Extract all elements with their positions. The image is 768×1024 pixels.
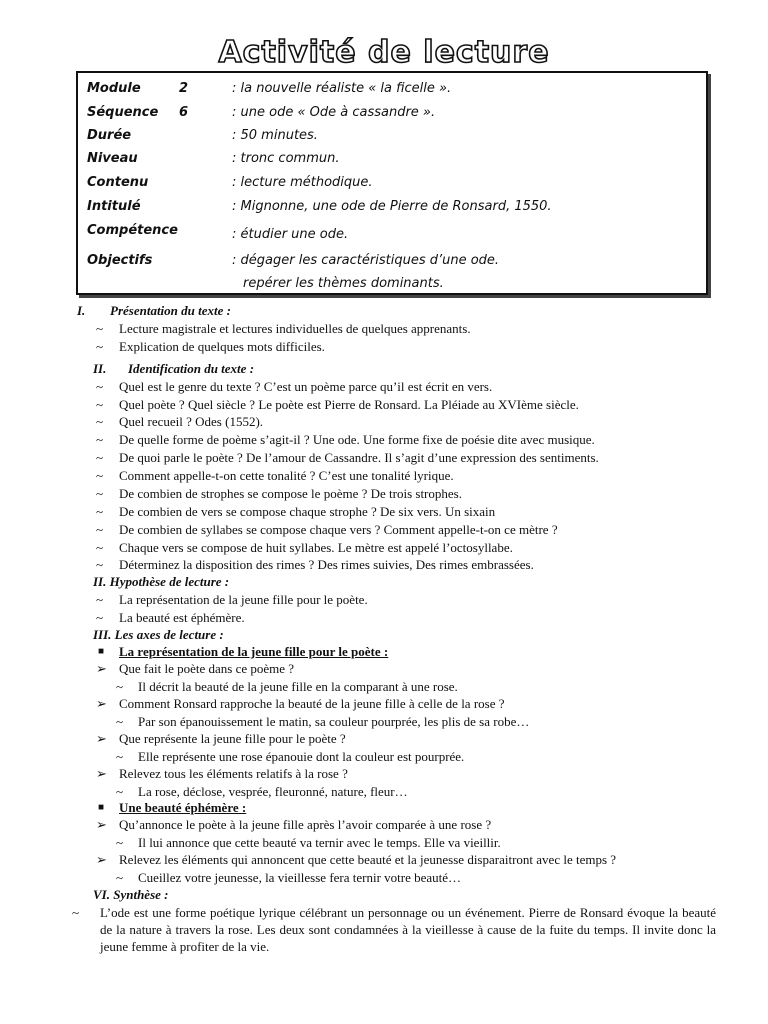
section-title-axes: III. Les axes de lecture : bbox=[93, 627, 224, 642]
list-item: La beauté est éphémère. bbox=[119, 610, 245, 625]
list-item: La représentation de la jeune fille pour le poète. bbox=[119, 592, 368, 607]
square-bullet: ■ bbox=[98, 802, 105, 813]
page-title: Activité de lecture bbox=[218, 35, 550, 70]
question: Que représente la jeune fille pour le poète ? bbox=[119, 731, 346, 746]
info-row-module bbox=[87, 78, 700, 100]
info-box bbox=[76, 71, 708, 295]
info-label: Compétence bbox=[87, 223, 178, 238]
section-title-identification: Identification du texte : bbox=[128, 361, 255, 376]
list-item: Quel est le genre du texte ? C’est un poème parce qu’il est écrit en vers. bbox=[119, 379, 493, 394]
section-title-presentation: Présentation du texte : bbox=[110, 303, 231, 318]
info-label: Niveau bbox=[87, 151, 138, 166]
list-item: Quel recueil ? Odes (1552). bbox=[119, 414, 264, 429]
tilde-bullet: ~ bbox=[96, 610, 104, 625]
info-value: : la nouvelle réaliste « la ficelle ». bbox=[232, 81, 452, 96]
info-value: : une ode « Ode à cassandre ». bbox=[232, 105, 436, 120]
info-number: 6 bbox=[179, 105, 189, 120]
arrow-bullet: ➢ bbox=[96, 661, 107, 676]
answer: Elle représente une rose épanouie dont la couleur est pourprée. bbox=[138, 749, 465, 764]
axe-title-representation: La représentation de la jeune fille pour le poète : bbox=[119, 644, 389, 659]
list-item: De combien de vers se compose chaque strophe ? De six vers. Un sixain bbox=[119, 504, 496, 519]
section-title-synthese: VI. Synthèse : bbox=[93, 887, 169, 902]
tilde-bullet: ~ bbox=[96, 592, 104, 607]
tilde-bullet: ~ bbox=[96, 540, 104, 555]
tilde-bullet: ~ bbox=[96, 557, 104, 572]
info-value: : dégager les caractéristiques d’une ode. bbox=[232, 253, 500, 268]
info-row-duree bbox=[87, 125, 700, 147]
list-item: De combien de syllabes se compose chaque vers ? Comment appelle-t-on ce mètre ? bbox=[119, 522, 558, 537]
tilde-bullet: ~ bbox=[96, 432, 104, 447]
arrow-bullet: ➢ bbox=[96, 766, 107, 781]
info-row-niveau bbox=[87, 148, 700, 170]
info-row-competence-value bbox=[87, 224, 700, 246]
info-value: : tronc commun. bbox=[232, 151, 340, 166]
list-item: De quelle forme de poème s’agit-il ? Une ode. Une forme fixe de poésie dite avec musique. bbox=[119, 432, 595, 447]
list-item: Chaque vers se compose de huit syllabes. Le mètre est appelé l’octosyllabe. bbox=[119, 540, 513, 555]
tilde-bullet: ~ bbox=[96, 450, 104, 465]
list-item: De combien de strophes se compose le poème ? De trois strophes. bbox=[119, 486, 462, 501]
tilde-bullet: ~ bbox=[96, 321, 104, 336]
tilde-bullet: ~ bbox=[116, 749, 124, 764]
tilde-bullet: ~ bbox=[96, 486, 104, 501]
arrow-bullet: ➢ bbox=[96, 696, 107, 711]
tilde-bullet: ~ bbox=[116, 870, 124, 885]
info-row-sequence bbox=[87, 102, 700, 124]
synthese-paragraph: L’ode est une forme poétique lyrique célébrant un personnage ou un événement. Pierre de Ronsard évoque la beauté de la nature à travers la rose. Les deux sont condamnées à la vieillesse à cause de la fuite du temps. Il invite donc la jeune femme à profiter de la vie. bbox=[100, 905, 716, 954]
tilde-bullet: ~ bbox=[96, 468, 104, 483]
info-label: Objectifs bbox=[87, 253, 153, 268]
axe-title-beaute: Une beauté éphémère : bbox=[119, 800, 247, 815]
tilde-bullet: ~ bbox=[96, 397, 104, 412]
info-value: : étudier une ode. bbox=[232, 227, 349, 242]
info-value: : Mignonne, une ode de Pierre de Ronsard, 1550. bbox=[232, 199, 552, 214]
list-item: De quoi parle le poète ? De l’amour de Cassandre. Il s’agit d’une expression des sentiments. bbox=[119, 450, 599, 465]
answer: Il lui annonce que cette beauté va ternir avec le temps. Elle va vieillir. bbox=[138, 835, 501, 850]
info-label: Module bbox=[87, 81, 141, 96]
info-number: 2 bbox=[179, 81, 189, 96]
info-row-intitule bbox=[87, 196, 700, 218]
info-label: Intitulé bbox=[87, 199, 141, 214]
tilde-bullet: ~ bbox=[96, 339, 104, 354]
tilde-bullet: ~ bbox=[116, 714, 124, 729]
arrow-bullet: ➢ bbox=[96, 852, 107, 867]
arrow-bullet: ➢ bbox=[96, 731, 107, 746]
tilde-bullet: ~ bbox=[116, 835, 124, 850]
arrow-bullet: ➢ bbox=[96, 817, 107, 832]
tilde-bullet: ~ bbox=[96, 414, 104, 429]
question: Relevez les éléments qui annoncent que cette beauté et la jeunesse disparaitront avec le temps ? bbox=[119, 852, 617, 867]
square-bullet: ■ bbox=[98, 646, 105, 657]
section-number: II. bbox=[93, 361, 107, 376]
info-row-objectifs bbox=[87, 250, 700, 272]
answer: Par son épanouissement le matin, sa couleur pourprée, les plis de sa robe… bbox=[138, 714, 530, 729]
list-item: Déterminez la disposition des rimes ? Des rimes suivies, Des rimes embrassées. bbox=[119, 557, 534, 572]
answer: Il décrit la beauté de la jeune fille en la comparant à une rose. bbox=[138, 679, 458, 694]
list-item: Comment appelle-t-on cette tonalité ? C’est une tonalité lyrique. bbox=[119, 468, 454, 483]
list-item: Quel poète ? Quel siècle ? Le poète est Pierre de Ronsard. La Pléiade au XVIème siècle. bbox=[119, 397, 579, 412]
info-label: Durée bbox=[87, 128, 132, 143]
tilde-bullet: ~ bbox=[96, 522, 104, 537]
question: Relevez tous les éléments relatifs à la rose ? bbox=[119, 766, 348, 781]
list-item: Explication de quelques mots difficiles. bbox=[119, 339, 325, 354]
question: Comment Ronsard rapproche la beauté de la jeune fille à celle de la rose ? bbox=[119, 696, 505, 711]
info-value: : 50 minutes. bbox=[232, 128, 318, 143]
info-row-contenu bbox=[87, 172, 700, 194]
info-value: : lecture méthodique. bbox=[232, 175, 373, 190]
section-title-hypothese: II. Hypothèse de lecture : bbox=[93, 574, 230, 589]
section-number: I. bbox=[77, 303, 86, 318]
list-item: Lecture magistrale et lectures individuelles de quelques apprenants. bbox=[119, 321, 471, 336]
info-value: repérer les thèmes dominants. bbox=[243, 276, 444, 291]
tilde-bullet: ~ bbox=[72, 905, 80, 920]
tilde-bullet: ~ bbox=[96, 379, 104, 394]
tilde-bullet: ~ bbox=[116, 679, 124, 694]
answer: La rose, déclose, vesprée, fleuronné, nature, fleur… bbox=[138, 784, 408, 799]
answer: Cueillez votre jeunesse, la vieillesse fera ternir votre beauté… bbox=[138, 870, 462, 885]
info-label: Séquence bbox=[87, 105, 159, 120]
tilde-bullet: ~ bbox=[116, 784, 124, 799]
info-row-objectifs-2 bbox=[87, 273, 700, 295]
tilde-bullet: ~ bbox=[96, 504, 104, 519]
question: Que fait le poète dans ce poème ? bbox=[119, 661, 295, 676]
question: Qu’annonce le poète à la jeune fille après l’avoir comparée à une rose ? bbox=[119, 817, 492, 832]
info-label: Contenu bbox=[87, 175, 149, 190]
